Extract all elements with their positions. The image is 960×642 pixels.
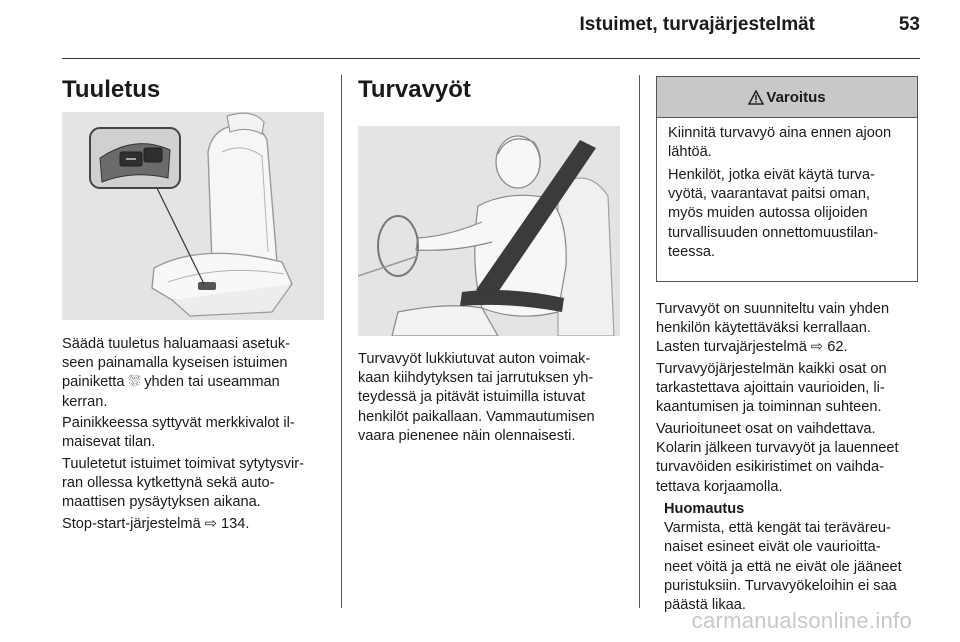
text-line: Stop-start-järjestelmä ⇨ 134.	[62, 516, 250, 532]
text-line: Vaurioituneet osat on vaihdettava.	[656, 421, 876, 437]
watermark: carmanualsonline.info	[691, 608, 912, 633]
text-line: naiset esineet eivät ole vaurioitta-	[664, 539, 881, 556]
text-line: ran ollessa kytkettynä sekä auto-	[62, 475, 275, 492]
text-line: painiketta ⛆ yhden tai useamman	[62, 374, 280, 391]
text-line: myös muiden autossa olijoiden	[668, 205, 868, 222]
text-line: Turvavyöjärjestelmän kaikki osat on	[656, 361, 887, 377]
text-line: Kolarin jälkeen turvavyöt ja lauenneet	[656, 440, 899, 457]
warning-header	[657, 77, 917, 118]
note-title: Huomautus	[664, 501, 745, 517]
text-line: kaan kiihdytyksen tai jarrutuksen yh-	[358, 370, 594, 387]
text-line: neet vöitä ja että ne eivät ole jääneet	[664, 558, 902, 575]
column-divider-1	[341, 75, 342, 608]
text-line: lähtöä.	[668, 144, 712, 161]
warning-box	[656, 76, 918, 282]
ventilation-paragraph-3	[62, 455, 304, 513]
warning-triangle-icon	[748, 90, 764, 105]
text-line: Tuuletetut istuimet toimivat sytytysvir-	[62, 456, 304, 472]
text-line: Lasten turvajärjestelmä ⇨ 62.	[656, 339, 848, 356]
text-line: vyötä, vaarantavat paitsi oman,	[668, 186, 870, 203]
text-line: tettava korjaamolla.	[656, 478, 783, 495]
ventilation-paragraph-4	[62, 515, 249, 534]
page-header-title: Istuimet, turvajärjestelmät	[579, 14, 815, 35]
text-line: turvallisuuden onnettomuustilan-	[668, 224, 879, 241]
text-line: tarkastettava ajoittain vaurioiden, li-	[656, 380, 885, 397]
header-divider	[62, 58, 920, 59]
seat-belts-paragraph-right-2	[656, 360, 887, 418]
text-line: Painikkeessa syttyvät merkkivalot il-	[62, 415, 295, 431]
text-line: Kiinnitä turvavyö aina ennen ajoon	[668, 125, 892, 141]
text-line: seen painamalla kyseisen istuimen	[62, 355, 288, 372]
seat-belt-illustration	[358, 126, 620, 336]
seat-belts-paragraph-right-1	[656, 300, 889, 358]
ventilation-paragraph-1	[62, 335, 290, 412]
text-line: Varmista, että kengät tai teräväreu-	[664, 520, 891, 537]
ventilated-seat-illustration	[62, 112, 324, 320]
ventilation-paragraph-2	[62, 414, 295, 452]
seat-belts-paragraph-right-3	[656, 420, 899, 497]
page-number: 53	[898, 14, 920, 35]
warning-paragraph-2	[668, 166, 878, 262]
section-heading-ventilation: Tuuletus	[62, 76, 161, 103]
warning-title: Varoitus	[766, 88, 826, 106]
text-line: Henkilöt, jotka eivät käytä turva-	[668, 167, 875, 183]
column-divider-2	[639, 75, 640, 608]
text-line: teessa.	[668, 243, 716, 260]
seat-belts-paragraph	[358, 350, 595, 446]
text-line: kaantumisen ja toiminnan suhteen.	[656, 399, 882, 416]
text-line: puristuksiin. Turvavyökeloihin ei saa	[664, 577, 897, 594]
text-line: teydessä ja pitävät istuimilla istuvat	[358, 389, 586, 406]
text-line: kerran.	[62, 393, 108, 410]
text-line: Säädä tuuletus haluamaasi asetuk-	[62, 336, 290, 352]
text-line: turvavöiden esikiristimet on vaihda-	[656, 459, 884, 476]
text-line: maattisen pysäytyksen aikana.	[62, 494, 261, 511]
note-block	[664, 500, 902, 615]
text-line: päästä likaa.	[664, 597, 746, 614]
section-heading-seat-belts: Turvavyöt	[358, 76, 471, 103]
text-line: vaara pienenee näin olennaisesti.	[358, 427, 576, 444]
text-line: Turvavyöt on suunniteltu vain yhden	[656, 301, 890, 317]
text-line: Turvavyöt lukkiutuvat auton voimak-	[358, 351, 591, 367]
warning-paragraph-1	[668, 124, 891, 162]
text-line: henkilöt paikallaan. Vammautumisen	[358, 408, 595, 425]
text-line: maisevat tilan.	[62, 434, 156, 451]
text-line: henkilön käytettäväksi kerrallaan.	[656, 320, 871, 337]
